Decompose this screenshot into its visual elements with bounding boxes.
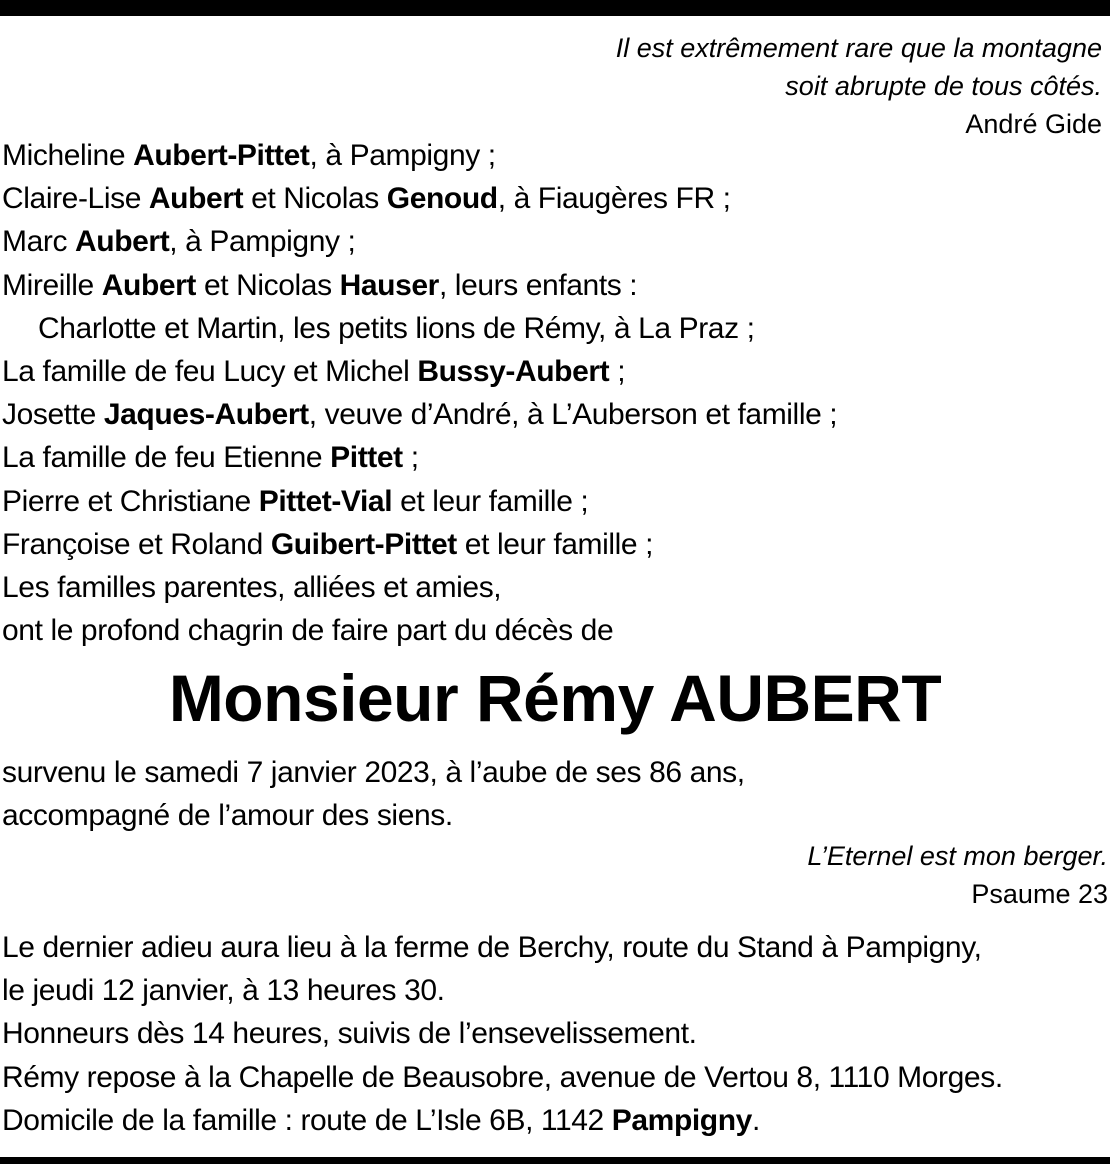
top-border-rule xyxy=(0,0,1110,16)
mourner-line: Claire-Lise Aubert et Nicolas Genoud, à Fiaugères FR ; xyxy=(2,182,731,216)
death-company-line: accompagné de l’amour des siens. xyxy=(2,799,453,833)
epigraph xyxy=(616,29,1102,143)
mourner-line-grandchildren: Charlotte et Martin, les petits lions de Rémy, à La Praz ; xyxy=(38,311,755,345)
ceremony-line: le jeudi 12 janvier, à 13 heures 30. xyxy=(2,974,445,1008)
mourner-line: Marc Aubert, à Pampigny ; xyxy=(2,225,356,259)
death-date-line: survenu le samedi 7 janvier 2023, à l’aube de ses 86 ans, xyxy=(2,756,745,789)
mourner-line: Pierre et Christiane Pittet-Vial et leur famille ; xyxy=(2,484,589,518)
psalm-reference: Psaume 23 xyxy=(971,879,1108,909)
mourner-line: Les familles parentes, alliées et amies, xyxy=(2,570,502,604)
epigraph-line-2: soit abrupte de tous côtés. xyxy=(785,71,1102,101)
ceremony-line: Honneurs dès 14 heures, suivis de l’ensevelissement. xyxy=(2,1017,697,1051)
mourner-line: La famille de feu Lucy et Michel Bussy-Aubert ; xyxy=(2,354,626,388)
mourner-line: Micheline Aubert-Pittet, à Pampigny ; xyxy=(2,139,496,172)
announcement-line: ont le profond chagrin de faire part du décès de xyxy=(2,614,614,648)
psalm-quote xyxy=(807,837,1108,913)
epigraph-line-1: Il est extrêmement rare que la montagne xyxy=(615,33,1102,63)
ceremony-line: Rémy repose à la Chapelle de Beausobre, avenue de Vertou 8, 1110 Morges. xyxy=(2,1060,1003,1094)
deceased-name: Monsieur Rémy AUBERT xyxy=(168,661,942,735)
bottom-border-rule xyxy=(0,1157,1110,1164)
psalm-text: L’Eternel est mon berger. xyxy=(807,841,1108,871)
mourner-line: Mireille Aubert et Nicolas Hauser, leurs enfants : xyxy=(2,268,638,302)
mourners-list xyxy=(2,134,837,652)
ceremony-details xyxy=(2,926,1003,1142)
mourner-line: La famille de feu Etienne Pittet ; xyxy=(2,441,419,475)
mourner-line: Josette Jaques-Aubert, veuve d’André, à L’Auberson et famille ; xyxy=(2,398,838,432)
ceremony-line: Le dernier adieu aura lieu à la ferme de Berchy, route du Stand à Pampigny, xyxy=(2,931,982,964)
epigraph-author: André Gide xyxy=(965,109,1102,139)
mourner-line: Françoise et Roland Guibert-Pittet et leur famille ; xyxy=(2,527,654,561)
death-details xyxy=(2,751,745,837)
family-address-line: Domicile de la famille : route de L’Isle 6B, 1142 Pampigny. xyxy=(2,1103,760,1137)
